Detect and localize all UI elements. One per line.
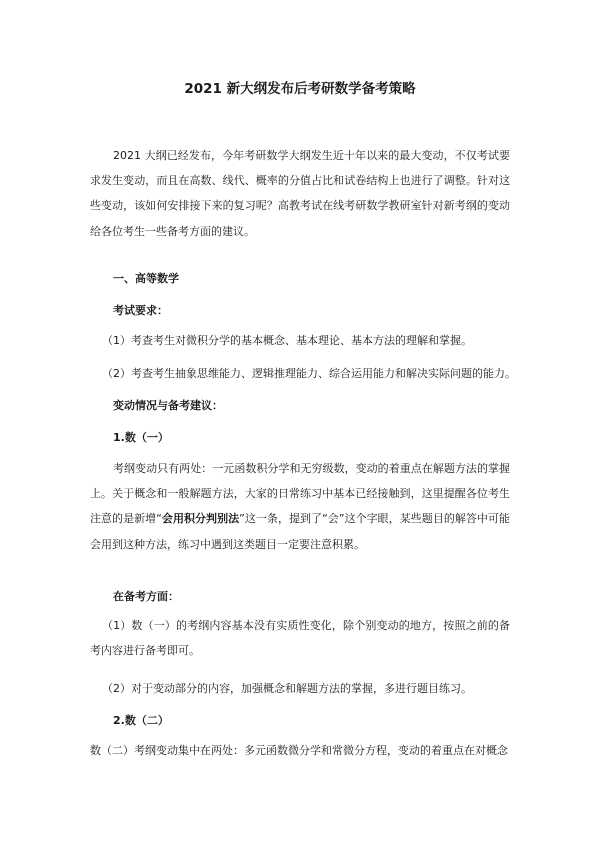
math-two-paragraph: 数（二）考纲变动集中在两处：多元函数微分学和常微分方程，变动的着重点在对概念 — [90, 744, 508, 757]
intro-paragraph: 2021 大纲已经发布，今年考研数学大纲发生近十年以来的最大变动，不仅考试要求发生变动，而且在高数、线代、概率的分值占比和试卷结构上也进行了调整。针对这些变动，该如何安排接下来的复习呢？高教考试在线考研数学教研室针对新考纲的变动给各位考生一些备考方面的建议。 — [90, 149, 510, 238]
preparation-item-1: （1）数（一）的考纲内容基本没有实质性变化，除个别变动的地方，按照之前的备考内容进行备考即可。 — [90, 619, 510, 658]
exam-requirements-heading: 考试要求： — [113, 304, 168, 317]
document-title: 2021 新大纲发布后考研数学备考策略 — [184, 81, 416, 97]
math-one-heading: 1.数（一） — [113, 431, 169, 444]
changes-heading: 变动情况与备考建议： — [113, 399, 223, 412]
section-heading-higher-math: 一、高等数学 — [113, 272, 179, 285]
preparation-heading: 在备考方面： — [113, 590, 179, 603]
math-two-heading: 2.数（二） — [113, 714, 169, 727]
integral-test-highlight: 会用积分判别法 — [161, 512, 240, 526]
math-one-text-end: ”这一条，提到了“会”这个字眼，某些题目的解答中可能会用到这种方法，练习中遇到这类题目一定要注意积累。 — [90, 512, 510, 551]
math-one-paragraph — [90, 456, 510, 557]
exam-requirement-item-2: （2）考查考生抽象思维能力、逻辑推理能力、综合运用能力和解决实际问题的能力。 — [102, 367, 516, 380]
exam-requirement-item-1: （1）考查考生对微积分学的基本概念、基本理论、基本方法的理解和掌握。 — [102, 334, 472, 347]
math-one-text-start: 考纲变动只有两处：一元函数积分学和无穷级数，变动的着重点在解题方法的掌握上。关于概念和一般解题方法，大家的日常练习中基本已经接触到，这里提醒各位考生注意的是新增“ — [90, 462, 510, 526]
preparation-item-2: （2）对于变动部分的内容，加强概念和解题方法的掌握，多进行题目练习。 — [102, 682, 472, 695]
